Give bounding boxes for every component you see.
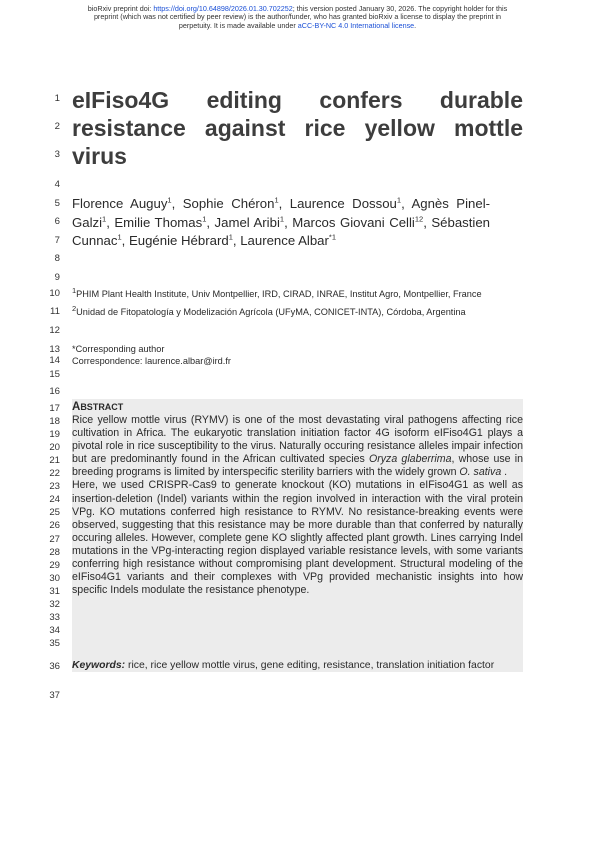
- author: Laurence Dossou$^1$: [289, 195, 402, 211]
- species-name: O. sativa: [459, 466, 502, 479]
- header-text: perpetuity. It is made available under: [178, 20, 298, 30]
- abstract-paragraph-2: Here, we used CRISPR-Cas9 to generate knockout (KO) mutations in eIFiso4G1 as well as insertion-deletion (Indel) variants within the region involved in interaction with the viral protein VPg. KO mutations conferred high resistance to RYMV. No resistance-breaking events were observed, suggesting that this resistance may be more durable than that conferred by naturally occuring alleles. However, complete gene KO slightly affected plant growth. Lines carrying Indel mutations in the VPg-interacting region displayed variable resistance levels, with some variants conferring high resistance without compromising plant development. Structural modeling of the eIFiso4G1 variants and their complexes with VPg provided mechanistic insights into how specific Indels modulate the resistance phenotype.: [72, 479, 523, 597]
- affiliation: $^1$PHIM Plant Health Institute, Univ Montpellier, IRD, CIRAD, INRAE, Institut Agro, Montpellier, France: [72, 285, 482, 299]
- line-number: 10: [49, 288, 60, 299]
- line-number: 14: [49, 355, 60, 366]
- line-number: 4: [54, 179, 60, 190]
- line-number: 7: [54, 235, 60, 246]
- corresponding-author: [72, 344, 231, 367]
- header-text: .: [414, 20, 417, 30]
- author: Marcos Giovani Celli$^{12}$: [292, 214, 424, 230]
- preprint-header: [60, 5, 535, 30]
- author: Sophie Chéron$^1$: [182, 195, 279, 211]
- abstract-heading: ABSTRACT: [72, 401, 124, 413]
- line-number: 31: [49, 586, 60, 597]
- corresponding-label: *Corresponding author: [72, 344, 165, 354]
- line-number: 33: [49, 612, 60, 623]
- line-number: 21: [49, 455, 60, 466]
- line-number: 23: [49, 481, 60, 492]
- author: Sébastien Cunnac$^1$: [72, 214, 491, 248]
- line-number: 32: [49, 599, 60, 610]
- line-number: 24: [49, 494, 60, 505]
- line-number: 29: [49, 560, 60, 571]
- doi-link[interactable]: https://doi.org/10.64898/2026.01.30.702252: [153, 4, 293, 13]
- line-number: 8: [54, 253, 60, 264]
- species-name: Oryza glaberrima: [368, 453, 452, 466]
- line-number: 26: [49, 520, 60, 531]
- line-number: 27: [49, 534, 60, 545]
- line-number: 30: [49, 573, 60, 584]
- line-number: 5: [54, 198, 60, 209]
- line-number: 1: [54, 93, 60, 104]
- line-number: 17: [49, 403, 60, 414]
- line-number: 18: [49, 416, 60, 427]
- author-list: Florence Auguy$^1$, Sophie Chéron$^1$, Laurence Dossou$^1$, Agnès Pinel-Galzi$^1$, Emilie Thomas$^1$, Jamel Aribi$^1$, Marcos Giovani Celli$^{12}$, Sébastien Cunnac$^1$, Eugénie Hébrard$^1$, Laurence Albar$^{*1}$: [72, 195, 491, 248]
- keywords-label: Keywords:: [72, 660, 126, 671]
- affiliation: $^2$Unidad de Fitopatología y Modelización Agrícola (UFyMA, CONICET-INTA), Córdoba, Argentina: [72, 303, 466, 317]
- line-number: 36: [49, 661, 60, 672]
- author: Jamel Aribi$^1$: [214, 214, 285, 230]
- abstract-paragraph-1: Rice yellow mottle virus (RYMV) is one of the most devastating viral pathogens affecting rice cultivation in Africa. The eukaryotic translation initiation factor 4G isoform eIFiso4G1 plays a pivotal role in rice susceptibility to the virus. Naturally occuring resistance alleles impair infection but are predominantly found in the African cultivated species Oryza glaberrima, whose use in breeding programs is limited by interspecific sterility barriers with the widely grown O. sativa .: [72, 414, 523, 479]
- keywords: [72, 660, 523, 672]
- line-number: 25: [49, 507, 60, 518]
- line-number: 28: [49, 547, 60, 558]
- line-number: 15: [49, 369, 60, 380]
- line-number: 6: [54, 216, 60, 227]
- header-text: ; this version posted January 30, 2026. The copyright holder for this: [292, 4, 508, 13]
- paper-title: eIFiso4G editing confers durable resistance against rice yellow mottle virus: [72, 87, 523, 169]
- author: Emilie Thomas$^1$: [114, 214, 207, 230]
- header-line-2: preprint (which was not certified by peer review) is the author/funder, who has granted bioRxiv a license to display the preprint in: [93, 12, 502, 22]
- header-line-3: [60, 22, 535, 30]
- author: Florence Auguy$^1$: [72, 195, 172, 211]
- header-text: bioRxiv preprint doi:: [87, 4, 154, 13]
- abstract-body: [72, 414, 523, 597]
- line-number: 35: [49, 638, 60, 649]
- author: Agnès Pinel-Galzi$^1$: [72, 196, 491, 230]
- line-number: 13: [49, 344, 60, 355]
- author: Laurence Albar$^{*1}$: [240, 232, 336, 248]
- line-number: 9: [54, 272, 60, 283]
- line-number: 3: [54, 149, 60, 160]
- keywords-text: rice, rice yellow mottle virus, gene editing, resistance, translation initiation factor: [125, 660, 495, 671]
- line-number: 19: [49, 429, 60, 440]
- line-number: 22: [49, 468, 60, 479]
- line-number: 34: [49, 625, 60, 636]
- line-number: 12: [49, 325, 60, 336]
- line-number: 2: [54, 121, 60, 132]
- line-number: 16: [49, 386, 60, 397]
- license-link[interactable]: aCC-BY-NC 4.0 International license: [297, 20, 415, 30]
- corresponding-email: Correspondence: laurence.albar@ird.fr: [72, 355, 231, 366]
- line-number: 37: [49, 690, 60, 701]
- author: Eugénie Hébrard$^1$: [128, 232, 233, 248]
- line-number: 11: [50, 306, 60, 317]
- line-number: 20: [49, 442, 60, 453]
